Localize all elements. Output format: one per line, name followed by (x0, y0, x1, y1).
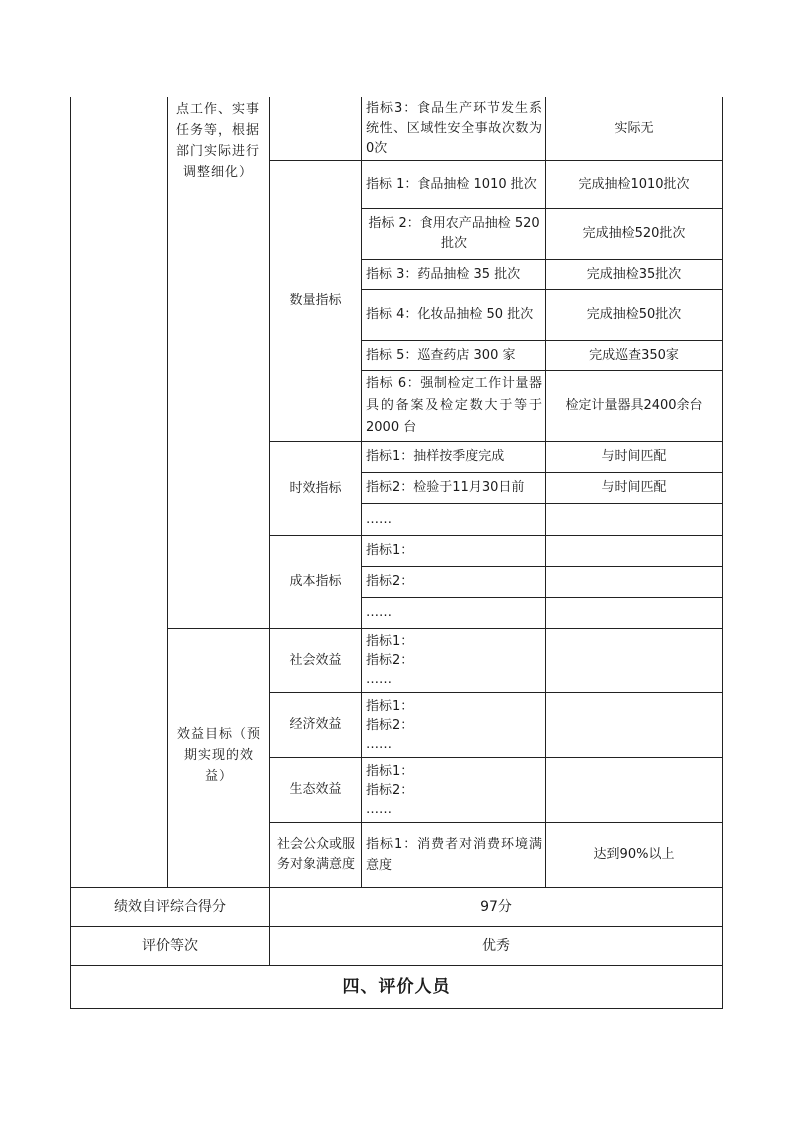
indicator-q2: 指标 2：食用农产品抽检 520 批次 (368, 216, 540, 251)
section-four-title: 四、评价人员 (342, 977, 451, 997)
indicator-q5: 指标 5：巡查药店 300 家 (366, 347, 516, 363)
indicator-social (362, 629, 545, 692)
result-q2: 完成抽检520批次 (582, 226, 686, 241)
result-q6: 检定计量器具2400余台 (565, 398, 703, 413)
benefit-target-label: 效益目标（预期实现的效益） (176, 726, 261, 784)
result-t1: 与时间匹配 (601, 449, 667, 464)
social-benefit-label: 社会效益 (289, 652, 342, 668)
indicator-line: 指标1： (366, 763, 414, 779)
indicator-c1: 指标1： (366, 543, 414, 558)
time-indicator-label: 时效指标 (289, 480, 342, 496)
economic-benefit-label: 经济效益 (289, 717, 342, 732)
table-border-right (722, 97, 723, 1009)
grade-value: 优秀 (482, 938, 510, 954)
indicator-t3: …… (366, 511, 392, 527)
result-r0: 实际无 (614, 121, 654, 136)
indicator-line: 指标1： (366, 698, 414, 714)
indicator-q4: 指标 4：化妆品抽检 50 批次 (366, 307, 534, 322)
result-t2: 与时间匹配 (601, 480, 667, 495)
ecological-benefit-label: 生态效益 (289, 782, 342, 797)
score-label: 绩效自评综合得分 (114, 899, 226, 915)
table-border-left (70, 97, 71, 1009)
result-q5: 完成巡查350家 (589, 347, 679, 363)
indicator-line: …… (366, 736, 392, 752)
satisfaction-label: 社会公众或服务对象满意度 (276, 837, 355, 872)
quantity-indicator-label: 数量指标 (289, 293, 342, 308)
indicator-c3: …… (366, 605, 392, 620)
indicator-line: …… (366, 672, 392, 687)
indicator-line: 指标2： (366, 653, 414, 668)
indicator-ecological (362, 758, 545, 822)
indicator-q3: 指标 3：药品抽检 35 批次 (366, 266, 521, 282)
result-satisfaction: 达到90%以上 (593, 847, 675, 862)
cost-indicator-label: 成本指标 (289, 574, 342, 589)
indicator-satisfaction: 指标1：消费者对消费环境满意度 (366, 837, 542, 873)
score-value: 97分 (480, 899, 512, 915)
result-q1: 完成抽检1010批次 (578, 176, 690, 192)
indicator-t1: 指标1：抽样按季度完成 (366, 449, 505, 464)
indicator-line: 指标2： (366, 717, 414, 733)
left-top-note: 点工作、实事任务等，根据部门实际进行调整细化） (175, 102, 260, 180)
indicator-line: 指标2： (366, 782, 414, 798)
indicator-q6: 指标 6：强制检定工作计量器具的备案及检定数大于等于 2000 台 (366, 376, 542, 435)
table-border-bottom (70, 1008, 723, 1009)
indicator-r0: 指标3：食品生产环节发生系统性、区域性安全事故次数为0次 (366, 101, 542, 156)
indicator-t2: 指标2：检验于11月30日前 (366, 480, 525, 495)
indicator-line: 指标1： (366, 634, 414, 649)
indicator-line: …… (366, 801, 392, 817)
result-q3: 完成抽检35批次 (586, 266, 682, 282)
indicator-c2: 指标2： (366, 574, 414, 589)
indicator-economic (362, 693, 545, 757)
col-line-1 (167, 97, 168, 887)
grade-label: 评价等次 (142, 938, 198, 954)
indicator-q1: 指标 1：食品抽检 1010 批次 (366, 176, 537, 192)
result-q4: 完成抽检50批次 (586, 307, 682, 322)
